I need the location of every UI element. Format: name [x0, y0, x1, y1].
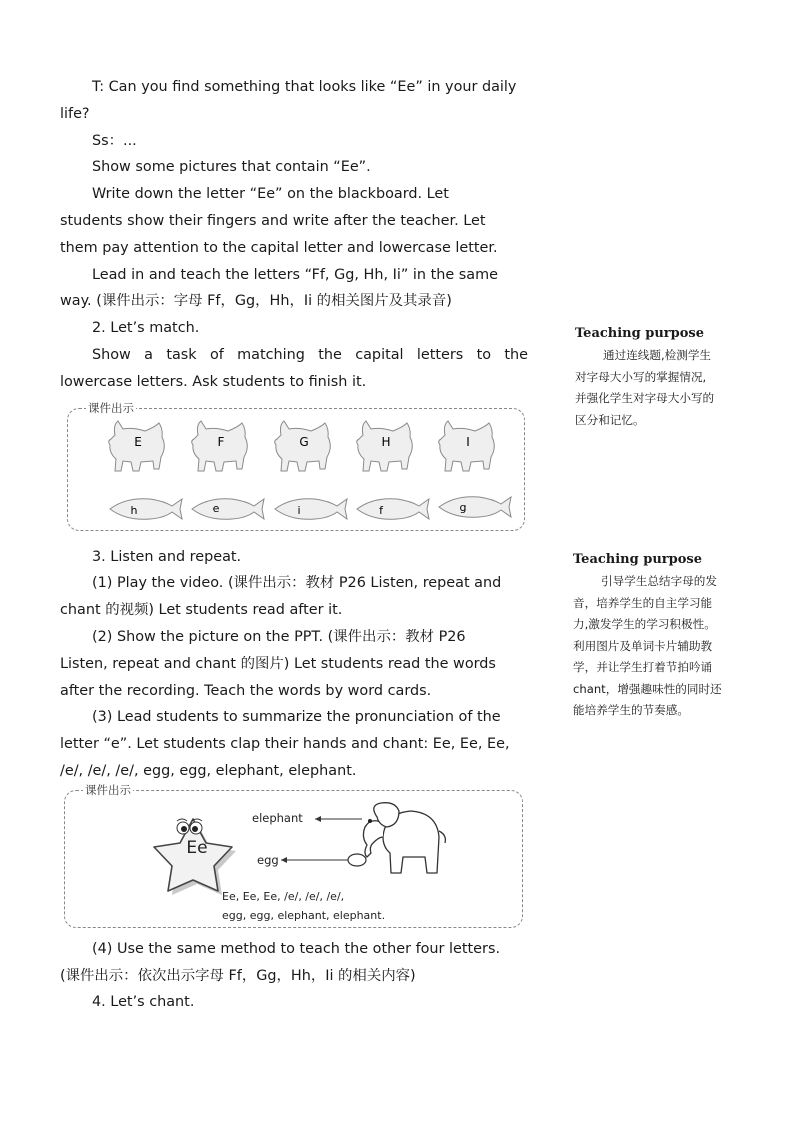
text-line: T: Can you find something that looks like “Ee” in your daily: [92, 79, 517, 95]
arrow-left-icon: [281, 857, 350, 863]
text-line: life?: [60, 105, 90, 122]
text-line: Ss：...: [92, 132, 137, 149]
cat-card[interactable]: [109, 421, 165, 471]
text-line: (课件出示：依次出示字母 Ff，Gg，Hh，Ii 的相关内容): [60, 967, 416, 984]
note-line: 利用图片及单词卡片辅助教: [573, 638, 713, 653]
fish-card[interactable]: [275, 499, 347, 520]
capital-letter: E: [134, 435, 142, 449]
cat-card[interactable]: [357, 421, 413, 471]
lowercase-letter: h: [130, 504, 138, 517]
section-heading: 2. Let’s match.: [92, 320, 200, 337]
note-line: 音，培养学生的自主学习能: [573, 595, 713, 610]
note-line: 学，并让学生打着节拍吟诵: [573, 660, 713, 674]
text-line: Show some pictures that contain “Ee”.: [92, 159, 371, 176]
paragraph-block-1: [60, 74, 528, 396]
text-line: after the recording. Teach the words by word cards.: [60, 682, 432, 699]
note-line: 并强化学生对字母大小写的: [575, 391, 715, 405]
fish-card[interactable]: [357, 499, 429, 520]
box-label: 课件出示: [88, 401, 134, 415]
lowercase-letter: f: [379, 504, 383, 517]
text-line: lowercase letters. Ask students to finish it.: [60, 373, 367, 390]
text-line: (3) Lead students to summarize the pronunciation of the: [92, 709, 501, 726]
section-heading: 4. Let’s chant.: [92, 994, 195, 1011]
arrow-left-icon: [315, 816, 362, 822]
note-title: Teaching purpose: [573, 552, 702, 567]
courseware-box-matching: [67, 401, 525, 531]
note-line: chant，增强趣味性的同时还: [573, 681, 722, 696]
star-letter: Ee: [186, 838, 208, 858]
text-line: (4) Use the same method to teach the other four letters.: [92, 940, 501, 957]
fish-card[interactable]: [192, 499, 264, 520]
lowercase-letter: i: [297, 504, 301, 517]
capital-letter: F: [217, 435, 225, 449]
word-egg: egg: [257, 853, 279, 867]
matching-figure: [68, 409, 524, 530]
chant-line: egg, egg, elephant, elephant.: [222, 909, 386, 922]
chant-figure: [65, 791, 522, 927]
text-line: (1) Play the video. (课件出示：教材 P26 Listen, repeat and: [92, 575, 502, 592]
text-line: (2) Show the picture on the PPT. (课件出示：教材 P26: [92, 628, 466, 645]
text-line: Listen, repeat and chant 的图片) Let students read the words: [60, 655, 496, 672]
text-line: them pay attention to the capital letter and lowercase letter.: [60, 239, 498, 256]
note-line: 能培养学生的节奏感。: [573, 703, 689, 717]
lowercase-letter: e: [212, 502, 220, 515]
cat-card[interactable]: [275, 421, 331, 471]
text-line: Show a task of matching the capital letters to the: [92, 346, 528, 363]
note-line: 对字母大小写的掌握情况,: [575, 369, 707, 384]
lowercase-letter: g: [459, 501, 467, 514]
text-line: letter “e”. Let students clap their hands and chant: Ee, Ee, Ee,: [60, 736, 510, 753]
paragraph-block-3: [60, 936, 528, 1016]
text-line: Write down the letter “Ee” on the blackboard. Let: [92, 186, 449, 203]
elephant-icon: [363, 803, 445, 873]
note-line: 通过连线题,检测学生: [603, 348, 712, 362]
note-line: 区分和记忆。: [575, 412, 645, 427]
capital-letter: H: [381, 435, 391, 449]
capital-letter: G: [299, 435, 309, 449]
text-line: way. (课件出示：字母 Ff，Gg，Hh，Ii 的相关图片及其录音): [60, 293, 452, 310]
teaching-purpose-note-2: [573, 549, 745, 722]
cat-card[interactable]: [439, 421, 495, 471]
word-elephant: elephant: [252, 811, 303, 825]
section-heading: 3. Listen and repeat.: [92, 548, 242, 565]
egg-icon: [348, 854, 366, 866]
text-line: Lead in and teach the letters “Ff, Gg, Hh, Ii” in the same: [92, 266, 498, 283]
text-line: /e/, /e/, /e/, egg, egg, elephant, elephant.: [60, 762, 357, 779]
fish-card[interactable]: [439, 497, 511, 518]
fish-card[interactable]: [110, 499, 182, 520]
text-line: chant 的视频) Let students read after it.: [60, 602, 343, 619]
cat-card[interactable]: [192, 421, 248, 471]
note-title: Teaching purpose: [575, 326, 704, 341]
teaching-purpose-note-1: [575, 323, 747, 431]
note-line: 引导学生总结字母的发: [601, 574, 717, 588]
paragraph-block-2: [60, 544, 528, 785]
note-line: 力,激发学生的学习积极性。: [573, 617, 716, 631]
capital-letter: I: [466, 435, 470, 449]
box-label: 课件出示: [85, 783, 131, 797]
text-line: students show their fingers and write after the teacher. Let: [60, 212, 486, 229]
courseware-box-chant: [64, 783, 523, 928]
chant-line: Ee, Ee, Ee, /e/, /e/, /e/,: [222, 890, 345, 903]
